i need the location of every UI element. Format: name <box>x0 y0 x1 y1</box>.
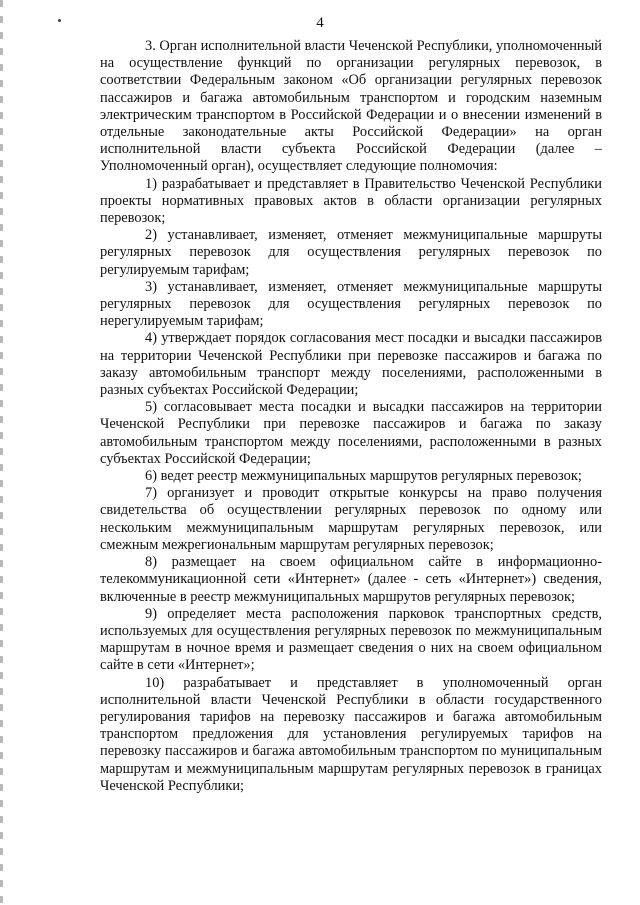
paragraph-item-3: 3) устанавливает, изменяет, отменяет межмуниципальные маршруты регулярных перевозок для осуществления регулярных перевозок по нерегулируемым тарифам; <box>100 278 602 330</box>
paragraph-item-8: 8) размещает на своем официальном сайте в информационно-телекоммуникационной сети «Интернет» (далее - сеть «Интернет») сведения, включенные в реестр межмуниципальных маршрутов регулярных перевозок; <box>100 554 602 605</box>
paragraph-item-7: 7) организует и проводит открытые конкурсы на право получения свидетельства об осуществлении регулярных перевозок по одному или нескольким межмуниципальным маршрутам регулярных перевозок, или смежным межрегиональным маршрутам регулярных перевозок; <box>100 485 602 553</box>
paragraph-item-4: 4) утверждает порядок согласования мест посадки и высадки пассажиров на территории Чеченской Республики при перевозке пассажиров и багажа по заказу автомобильным транспорт между поселениями, расположенными в разных субъектах Российской Федерации; <box>100 330 602 399</box>
page-number: 4 <box>316 15 324 31</box>
paragraph-item-2: 2) устанавливает, изменяет, отменяет межмуниципальные маршруты регулярных перевозок для осуществления регулярных перевозок по регулируемым тарифам; <box>100 227 602 278</box>
paragraph-3: 3. Орган исполнительной власти Чеченской Республики, уполномоченный на осуществление функций по организации регулярных перевозок, в соответствии Федеральным законом «Об организации регулярных перевозок пассажиров и багажа автомобильным транспортом и городским наземным электрическим транспортом в Российской Федерации и о внесении изменений в отдельные законодательные акты Российской Федерации» на орган исполнительной власти субъекта Российской Федерации (далее – Уполномоченный орган), осуществляет следующие полномочия: <box>100 38 602 175</box>
document-body <box>100 38 602 795</box>
paragraph-item-1: 1) разрабатывает и представляет в Правительство Чеченской Республики проекты нормативных правовых актов в области организации регулярных перевозок; <box>100 175 602 227</box>
paragraph-item-10: 10) разрабатывает и представляет в уполномоченный орган исполнительной власти Чеченской Республики в области государственного регулирования тарифов на перевозку пассажиров и багажа автомобильным транспортом предложения для установления регулируемых тарифов на перевозку пассажиров и багажа автомобильным транспортом по муниципальным маршрутам и межмуниципальным маршрутам регулярных перевозок в границах Чеченской Республики; <box>100 674 602 794</box>
paragraph-item-6: 6) ведет реестр межмуниципальных маршрутов регулярных перевозок; <box>145 468 582 485</box>
scan-edge-artifact <box>0 0 3 905</box>
paragraph-item-5: 5) согласовывает места посадки и высадки пассажиров на территории Чеченской Республики при перевозке пассажиров и багажа по заказу автомобильным транспортом между поселениями, расположенными в разных субъектах Российской Федерации; <box>100 399 602 467</box>
paragraph-item-9: 9) определяет места расположения парковок транспортных средств, используемых для осуществления регулярных перевозок по межмуниципальным маршрутам в ночное время и размещает сведения о них на своем официальном сайте в сети «Интернет»; <box>100 605 602 674</box>
